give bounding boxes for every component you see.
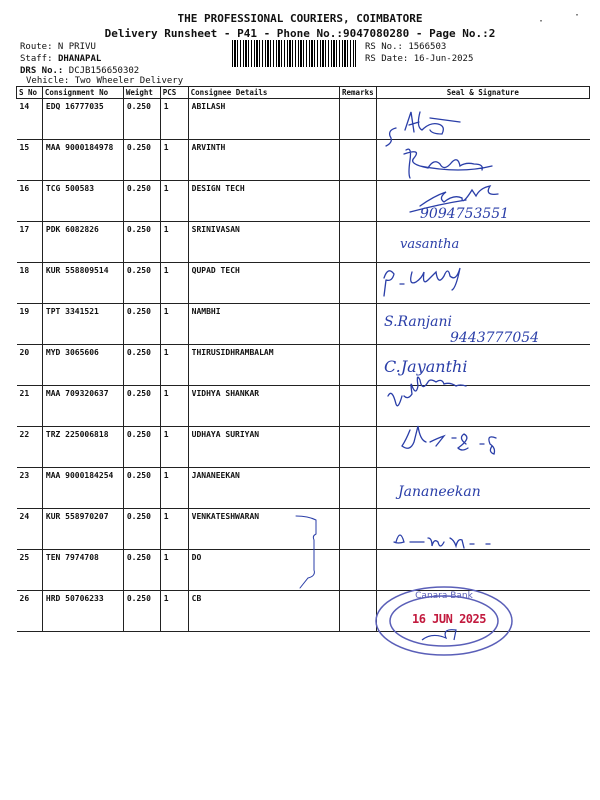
- cell-consignment: TPT 3341521: [42, 304, 123, 345]
- cell-remarks: [340, 222, 377, 263]
- rs-date: RS Date: 16-Jun-2025: [365, 54, 474, 64]
- cell-sno: 21: [17, 386, 43, 427]
- cell-consignee: DESIGN TECH: [188, 181, 339, 222]
- cell-sno: 26: [17, 591, 43, 632]
- route-label: Route: N PRIVU: [20, 42, 96, 52]
- cell-remarks: [340, 263, 377, 304]
- cell-consignee: VENKATESHWARAN: [188, 509, 339, 550]
- cell-consignee: UDHAYA SURIYAN: [188, 427, 339, 468]
- cell-sno: 20: [17, 345, 43, 386]
- cell-sno: 25: [17, 550, 43, 591]
- cell-sno: 22: [17, 427, 43, 468]
- cell-consignment: TCG 500583: [42, 181, 123, 222]
- cell-seal-signature: [376, 427, 589, 468]
- row16-phone-handwriting: 9094753551: [420, 206, 510, 222]
- row19-phone-handwriting: 9443777054: [450, 330, 540, 346]
- cell-seal-signature: [376, 99, 589, 140]
- cell-sno: 18: [17, 263, 43, 304]
- table-row: [17, 509, 590, 550]
- cell-sno: 16: [17, 181, 43, 222]
- cell-consignment: KUR 558970207: [42, 509, 123, 550]
- runsheet-table: [16, 86, 590, 632]
- table-row: [17, 181, 590, 222]
- staff-name: DHANAPAL: [57, 54, 102, 64]
- cell-consignee: CB: [188, 591, 339, 632]
- scan-mark: ·: [574, 10, 581, 21]
- cell-pcs: 1: [160, 591, 188, 632]
- cell-sno: 15: [17, 140, 43, 181]
- cell-weight: 0.250: [123, 468, 160, 509]
- cell-remarks: [340, 181, 377, 222]
- cell-seal-signature: [376, 468, 589, 509]
- stamp-signature: [422, 630, 456, 640]
- cell-pcs: 1: [160, 304, 188, 345]
- cell-weight: 0.250: [123, 386, 160, 427]
- cell-consignment: MYD 3065606: [42, 345, 123, 386]
- table-row: [17, 345, 590, 386]
- cell-consignee: DO: [188, 550, 339, 591]
- cell-weight: 0.250: [123, 222, 160, 263]
- cell-weight: 0.250: [123, 140, 160, 181]
- cell-weight: 0.250: [123, 550, 160, 591]
- cell-consignee: VIDHYA SHANKAR: [188, 386, 339, 427]
- cell-seal-signature: [376, 304, 589, 345]
- cell-remarks: [340, 509, 377, 550]
- col-remarks: Remarks: [340, 87, 377, 99]
- drs-line: [20, 66, 139, 76]
- cell-remarks: [340, 99, 377, 140]
- row17-name-handwriting: vasantha: [400, 237, 460, 252]
- row19-name-handwriting: S.Ranjani: [384, 314, 452, 330]
- stamp-date: 16 JUN 2025: [412, 612, 486, 626]
- drs-number: DCJB156650302: [68, 66, 140, 76]
- cell-seal-signature: [376, 345, 589, 386]
- scan-mark: ·: [538, 16, 545, 27]
- cell-remarks: [340, 468, 377, 509]
- cell-seal-signature: [376, 263, 589, 304]
- cell-seal-signature: [376, 222, 589, 263]
- cell-remarks: [340, 140, 377, 181]
- cell-consignment: KUR 558809514: [42, 263, 123, 304]
- cell-consignee: JANANEEKAN: [188, 468, 339, 509]
- cell-sno: 24: [17, 509, 43, 550]
- col-consignment: Consignment No: [42, 87, 123, 99]
- cell-consignee: ABILASH: [188, 99, 339, 140]
- cell-consignment: MAA 9000184978: [42, 140, 123, 181]
- table-row: [17, 263, 590, 304]
- cell-weight: 0.250: [123, 345, 160, 386]
- cell-seal-signature: [376, 140, 589, 181]
- cell-weight: 0.250: [123, 427, 160, 468]
- cell-consignment: TRZ 225006818: [42, 427, 123, 468]
- cell-consignee: SRINIVASAN: [188, 222, 339, 263]
- cell-weight: 0.250: [123, 181, 160, 222]
- cell-pcs: 1: [160, 427, 188, 468]
- table-row: [17, 99, 590, 140]
- cell-pcs: 1: [160, 99, 188, 140]
- cell-weight: 0.250: [123, 304, 160, 345]
- cell-pcs: 1: [160, 468, 188, 509]
- cell-consignee: QUPAD TECH: [188, 263, 339, 304]
- rs-number: RS No.: 1566503: [365, 42, 447, 52]
- col-consignee: Consignee Details: [188, 87, 339, 99]
- cell-remarks: [340, 304, 377, 345]
- cell-sno: 14: [17, 99, 43, 140]
- cell-consignment: MAA 9000184254: [42, 468, 123, 509]
- col-pcs: PCS: [160, 87, 188, 99]
- company-title: THE PROFESSIONAL COURIERS, COIMBATORE: [177, 12, 423, 25]
- cell-consignee: NAMBHI: [188, 304, 339, 345]
- table-header-row: [17, 87, 590, 99]
- staff-line: [20, 54, 101, 64]
- col-weight: Weight: [123, 87, 160, 99]
- cell-pcs: 1: [160, 222, 188, 263]
- row20-name-handwriting: C.Jayanthi: [384, 357, 468, 376]
- cell-consignment: HRD 50706233: [42, 591, 123, 632]
- cell-remarks: [340, 345, 377, 386]
- cell-consignment: TEN 7974708: [42, 550, 123, 591]
- row23-name-handwriting: Jananeekan: [398, 484, 481, 500]
- cell-consignment: EDQ 16777035: [42, 99, 123, 140]
- cell-consignee: THIRUSIDHRAMBALAM: [188, 345, 339, 386]
- cell-weight: 0.250: [123, 99, 160, 140]
- vehicle-label: Vehicle: Two Wheeler Delivery: [26, 76, 184, 86]
- cell-weight: 0.250: [123, 591, 160, 632]
- cell-sno: 17: [17, 222, 43, 263]
- table-row: [17, 427, 590, 468]
- cell-remarks: [340, 386, 377, 427]
- table-row: [17, 386, 590, 427]
- cell-weight: 0.250: [123, 263, 160, 304]
- table-row: [17, 140, 590, 181]
- cell-remarks: [340, 591, 377, 632]
- cell-sno: 23: [17, 468, 43, 509]
- runsheet-subtitle: Delivery Runsheet - P41 - Phone No.:9047080280 - Page No.:2: [104, 27, 496, 40]
- cell-weight: 0.250: [123, 509, 160, 550]
- cell-pcs: 1: [160, 550, 188, 591]
- drs-label: DRS No.:: [20, 66, 64, 76]
- cell-pcs: 1: [160, 140, 188, 181]
- cell-consignment: MAA 709320637: [42, 386, 123, 427]
- col-sno: S No: [17, 87, 43, 99]
- cell-seal-signature: [376, 509, 589, 550]
- cell-pcs: 1: [160, 386, 188, 427]
- staff-label: Staff:: [20, 54, 53, 64]
- cell-consignee: ARVINTH: [188, 140, 339, 181]
- cell-remarks: [340, 550, 377, 591]
- table-row: [17, 222, 590, 263]
- cell-seal-signature: [376, 181, 589, 222]
- barcode-image: [232, 40, 356, 67]
- col-seal-signature: Seal & Signature: [376, 87, 589, 99]
- table-row: [17, 304, 590, 345]
- cell-consignment: PDK 6082826: [42, 222, 123, 263]
- cell-pcs: 1: [160, 509, 188, 550]
- cell-pcs: 1: [160, 263, 188, 304]
- cell-pcs: 1: [160, 345, 188, 386]
- table-row: [17, 468, 590, 509]
- cell-sno: 19: [17, 304, 43, 345]
- cell-seal-signature: [376, 386, 589, 427]
- cell-remarks: [340, 427, 377, 468]
- cell-pcs: 1: [160, 181, 188, 222]
- stamp-bank-name: Canara Bank: [415, 591, 473, 601]
